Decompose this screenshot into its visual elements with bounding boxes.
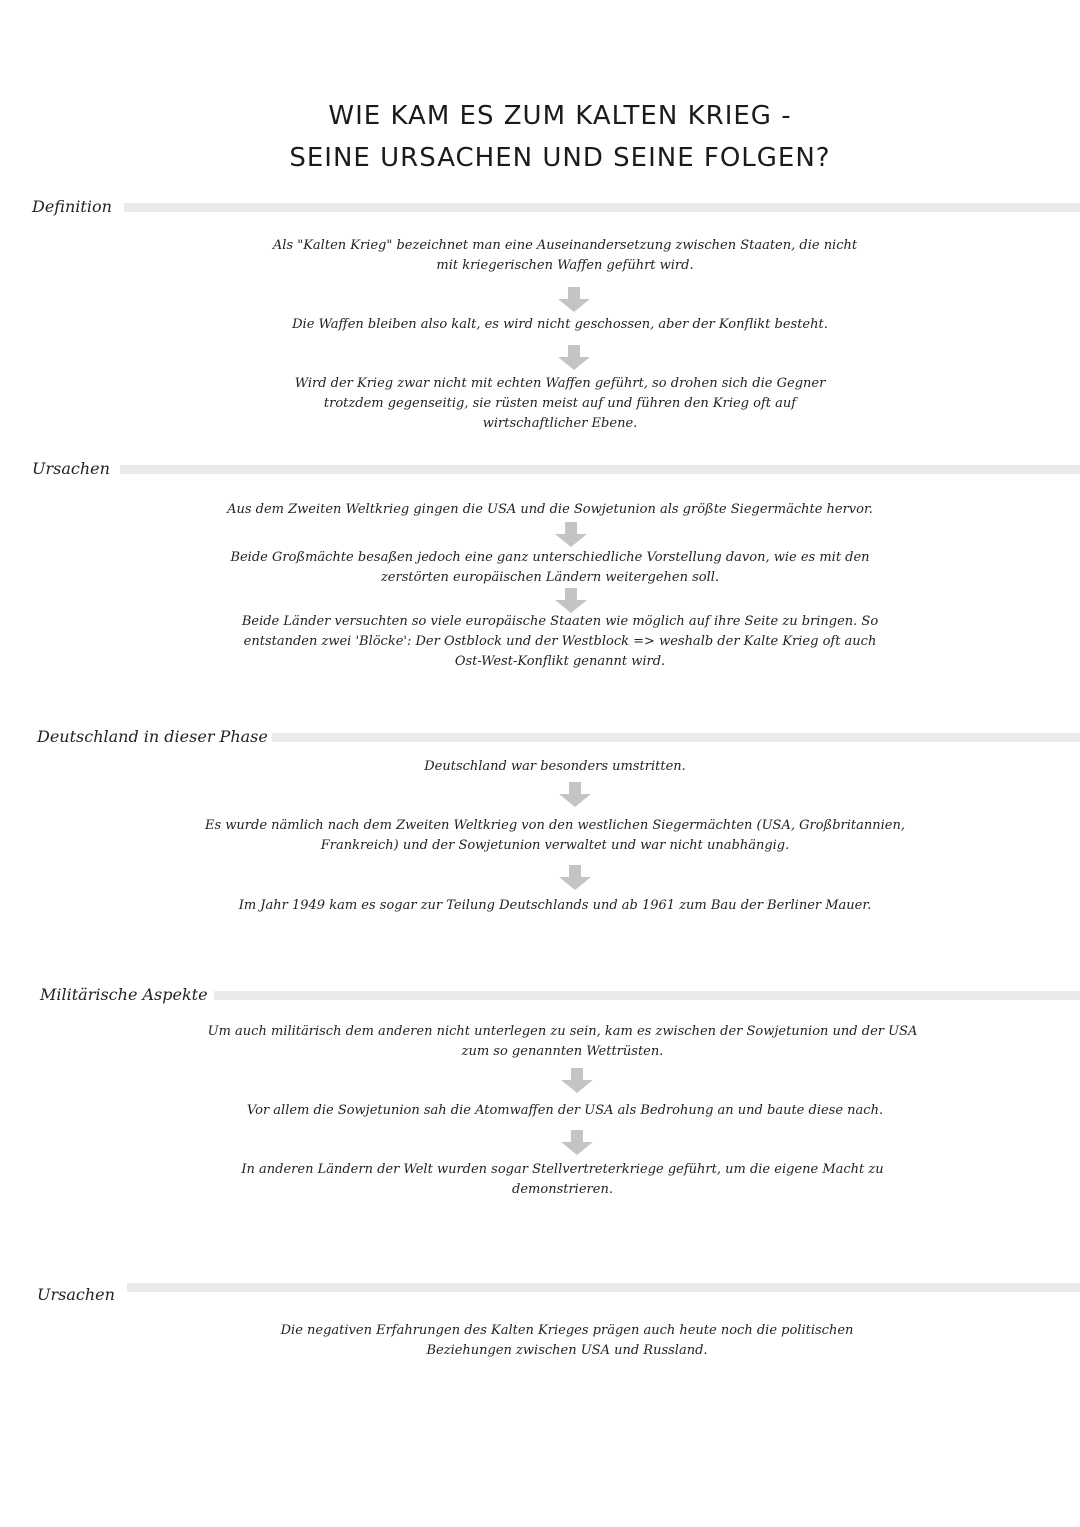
deutschland-text-2: Es wurde nämlich nach dem Zweiten Weltkrieg von den westlichen Siegermächten (USA, Großbritannien, Frankreich) und der Sowjetunion verwaltet und war nicht unabhängig. xyxy=(205,818,905,853)
definition-text-1: Als "Kalten Krieg" bezeichnet man eine Auseinandersetzung zwischen Staaten, die nicht mit kriegerischen Waffen geführt wird. xyxy=(272,238,858,273)
arrow-down-icon xyxy=(557,287,591,313)
section-label-ursachen: Ursachen xyxy=(32,459,110,478)
arrow-down-icon xyxy=(558,782,592,808)
ursachen-text-1: Aus dem Zweiten Weltkrieg gingen die USA und die Sowjetunion als größte Siegermächte hervor. xyxy=(227,502,873,517)
title-line-1: WIE KAM ES ZUM KALTEN KRIEG - xyxy=(328,101,792,131)
page-title xyxy=(0,95,1080,179)
section-divider xyxy=(272,733,1080,742)
deutschland-text-1: Deutschland war besonders umstritten. xyxy=(424,759,686,774)
arrow-down-icon xyxy=(560,1130,594,1156)
arrow-down-icon xyxy=(554,522,588,548)
section-label-militaerisch: Militärische Aspekte xyxy=(40,985,208,1004)
arrow-down-icon xyxy=(554,588,588,614)
ursachen-text-2: Beide Großmächte besaßen jedoch eine ganz unterschiedliche Vorstellung davon, wie es mit den zerstörten europäischen Ländern weitergehen soll. xyxy=(230,550,870,585)
definition-text-2: Die Waffen bleiben also kalt, es wird nicht geschossen, aber der Konflikt besteht. xyxy=(292,317,828,332)
arrow-down-icon xyxy=(557,345,591,371)
deutschland-text-3: Im Jahr 1949 kam es sogar zur Teilung Deutschlands und ab 1961 zum Bau der Berliner Mauer. xyxy=(238,898,872,913)
title-line-2: SEINE URSACHEN UND SEINE FOLGEN? xyxy=(289,143,831,173)
arrow-down-icon xyxy=(558,865,592,891)
section-label-definition: Definition xyxy=(32,197,112,216)
section-divider xyxy=(120,465,1080,474)
definition-text-3: Wird der Krieg zwar nicht mit echten Waffen geführt, so drohen sich die Gegner trotzdem gegenseitig, sie rüsten meist auf und führen den Krieg oft auf wirtschaftlicher Ebene. xyxy=(294,376,826,431)
section-divider xyxy=(214,991,1080,1000)
militaer-text-2: Vor allem die Sowjetunion sah die Atomwaffen der USA als Bedrohung an und baute diese nach. xyxy=(246,1103,884,1118)
ursachen-text-3: Beide Länder versuchten so viele europäische Staaten wie möglich auf ihre Seite zu bringen. So entstanden zwei 'Blöcke': Der Ostblock und der Westblock => weshalb der Kalte Krieg oft auch Ost-West-Konflikt genannt wird. xyxy=(241,614,879,669)
section-divider xyxy=(124,203,1080,212)
folgen-text-1: Die negativen Erfahrungen des Kalten Krieges prägen auch heute noch die politischen Beziehungen zwischen USA und Russland. xyxy=(280,1323,854,1358)
section-divider xyxy=(127,1283,1080,1292)
section-label-deutschland: Deutschland in dieser Phase xyxy=(37,727,268,746)
section-label-ursachen-2: Ursachen xyxy=(37,1285,115,1304)
militaer-text-1: Um auch militärisch dem anderen nicht unterlegen zu sein, kam es zwischen der Sowjetunion und der USA zum so genannten Wettrüsten. xyxy=(207,1024,918,1059)
arrow-down-icon xyxy=(560,1068,594,1094)
militaer-text-3: In anderen Ländern der Welt wurden sogar Stellvertreterkriege geführt, um die eigene Macht zu demonstrieren. xyxy=(241,1162,884,1197)
